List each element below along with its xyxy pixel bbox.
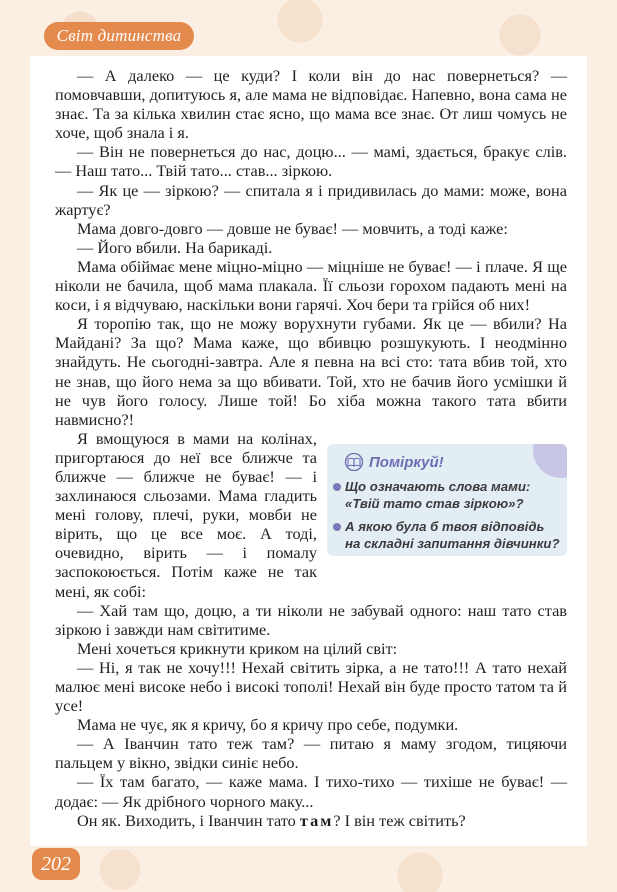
paragraph: Я торопію так, що не можу ворухнути губами. Як це — вбили? На Майдані? За що? Мама каже, що вбивцю розшукують. І неодмінно знайдуть. Не сьогодні-завтра. Але я певна на всі сто: тата вбив той, хто не знав, що його нема за що вбивати. Той, хто не бачив його усмішки й не чув його голосу. Лише той! Бо хіба можна такого тата вбити навмисно?! [55, 314, 567, 429]
question-item [333, 518, 563, 552]
last-paragraph [55, 811, 567, 830]
think-callout [327, 444, 567, 556]
paragraph: Мама обіймає мене міцно-міцно — міцніше не буває! — і плаче. Я ще ніколи не бачила, щоб мама плакала. Її сльози горохом падають мені на коси, і я відчуваю, наскільки вони гарячі. Хоч бери та грійся об них! [55, 256, 567, 315]
paragraph: — Його вбили. На барикаді. [77, 237, 273, 257]
paragraph: Я вмощуюся в мами на колінах, пригортаюся до неї все ближче та ближче — ближче не буває! — і захлинаюся сльозами. Мама гладить мені голову, плечі, руки, мовби не вірить, що це все моє. А тоді, очевидно, вірить — і помалу заспокоюється. Потім каже не так мені, як собі: [55, 428, 317, 601]
question-text: Що означають слова мами: «Твій тато став зіркою»? [345, 479, 531, 511]
callout-header [343, 451, 444, 473]
section-title-tab: Світ дитинства [44, 22, 194, 50]
open-book-icon [343, 453, 365, 471]
paragraph: — А Іванчин тато теж там? — питаю я маму згодом, тицяючи пальцем у вікно, звідки синіє небо. [55, 734, 567, 773]
emphasized-word: там [299, 810, 334, 830]
bullet-icon [333, 523, 341, 531]
page-number: 202 [32, 848, 80, 880]
bullet-icon [333, 483, 341, 491]
question-item [333, 478, 563, 512]
paragraph: Мені хочеться крикнути криком на цілий світ: [77, 638, 398, 658]
callout-title: Поміркуй! [369, 453, 444, 471]
paragraph: — Хай там що, доцю, а ти ніколи не забувай одного: наш тато став зіркою і завжди нам світитиме. [55, 600, 567, 639]
last-line-before: Он як. Виходить, і Іванчин тато [77, 810, 300, 830]
last-line-after: ? І він теж світить? [333, 810, 466, 830]
paragraph: — А далеко — це куди? І коли він до нас повернеться? — помовчавши, допитуюсь я, але мама не відповідає. Напевно, вона сама не знає. Та за кілька хвилин стає ясно, що мама все знає. От лиш чомусь не хоче, щоб знала і я. [55, 66, 567, 143]
question-list [333, 478, 563, 556]
paragraph: Мама не чує, як я кричу, бо я кричу про себе, подумки. [77, 715, 459, 735]
paragraph: — Як це — зіркою? — спитала я і придивилась до мами: може, вона жартує? [55, 180, 567, 219]
callout-corner-decoration [533, 444, 567, 478]
paragraph: — Ні, я так не хочу!!! Нехай світить зірка, а не тато!!! А тато нехай малює мені високе небо і високі тополі! Нехай він буде просто татом та й усе! [55, 657, 567, 716]
question-text: А якою була б твоя відповідь на складні запитання дівчинки? [345, 519, 560, 551]
paragraph: Мама довго-довго — довше не буває! — мовчить, а тоді каже: [77, 218, 508, 238]
paragraph: — Їх там багато, — каже мама. І тихо-тихо — тихіше не буває! — додає: — Як дрібного чорного маку... [55, 772, 567, 811]
paragraph: — Він не повернеться до нас, доцю... — мамі, здається, бракує слів. — Наш тато... Твій тато... став... зіркою. [55, 142, 567, 181]
